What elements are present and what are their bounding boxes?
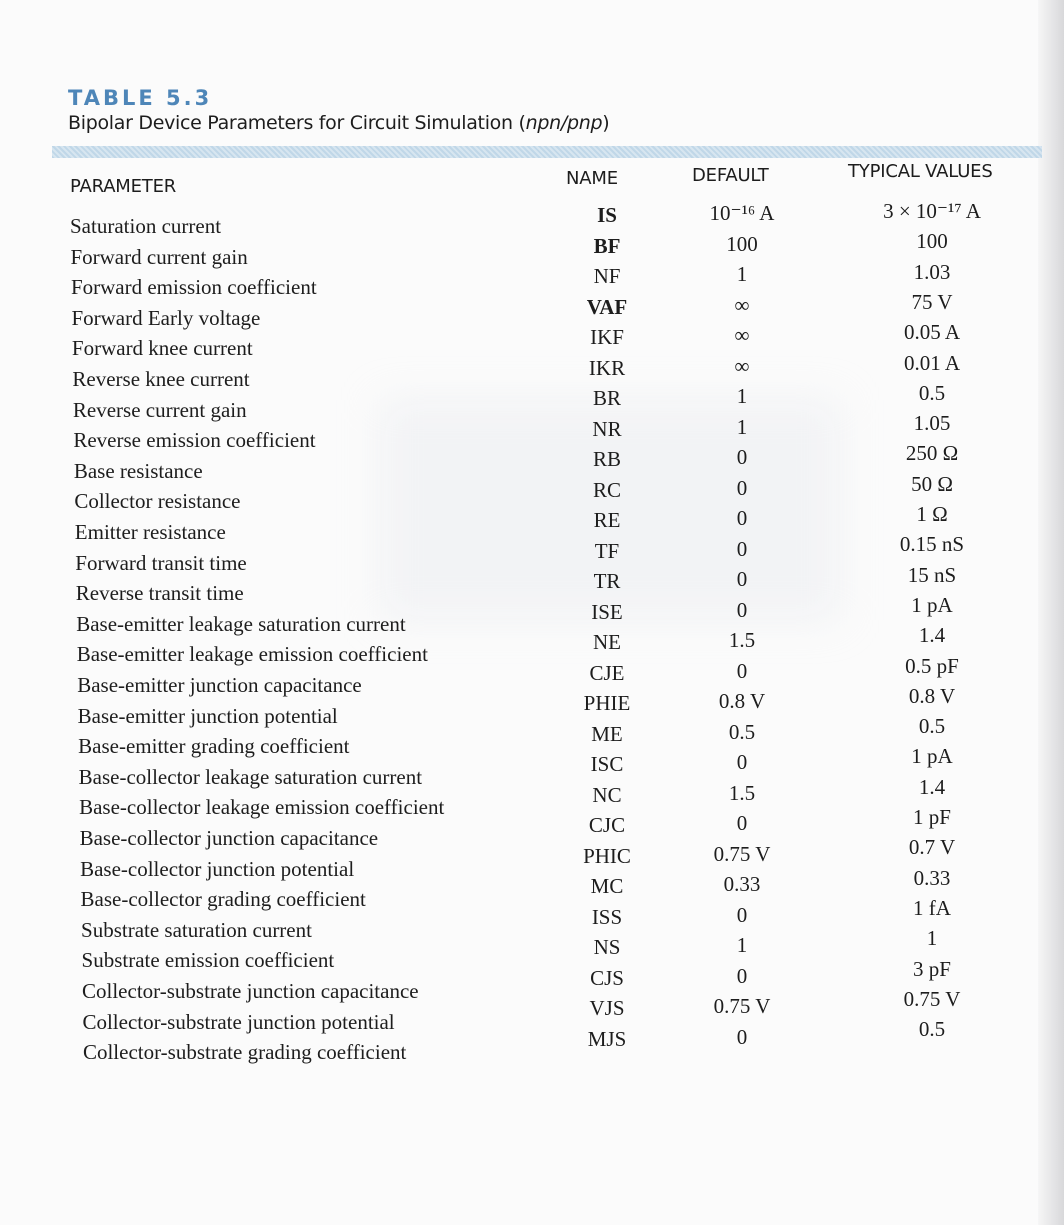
parameter-cell: Collector resistance: [74, 489, 241, 514]
parameter-cell: Base-emitter junction potential: [77, 703, 338, 728]
typical-cell: 0.15 nS: [899, 532, 965, 557]
default-cell: 0.5: [728, 719, 756, 744]
typical-cell: 1 fA: [913, 895, 951, 920]
default-cell: 10⁻¹⁶ A: [709, 201, 775, 225]
default-cell: 1: [736, 384, 748, 408]
default-cell: ∞: [734, 292, 750, 317]
typical-cell: 0.5 pF: [905, 653, 959, 678]
table-title-suffix: npn/pnp: [525, 112, 603, 134]
name-cell: PHIC: [583, 843, 631, 868]
name-cell: PHIE: [583, 691, 631, 715]
parameter-cell: Saturation current: [70, 214, 222, 238]
parameter-cell: Base-collector leakage emission coefficient: [79, 795, 445, 820]
parameter-cell: Collector-substrate junction potential: [82, 1009, 395, 1034]
typical-cell: 0.01 A: [903, 350, 960, 375]
name-cell: BF: [593, 233, 621, 258]
name-cell: ISS: [591, 904, 623, 929]
name-cell: RC: [592, 477, 621, 502]
name-cell: NE: [593, 630, 621, 654]
default-cell: 0: [736, 902, 748, 927]
typical-cell: 0.5: [918, 380, 946, 405]
parameter-cell: Reverse emission coefficient: [73, 428, 316, 453]
default-cell: 1: [736, 414, 748, 439]
typical-cell: 0.8 V: [908, 683, 956, 708]
parameter-cell: Base resistance: [73, 458, 203, 483]
typical-cell: 1 pF: [913, 805, 951, 829]
default-cell: 0: [736, 475, 748, 500]
parameter-cell: Reverse knee current: [72, 367, 250, 391]
typical-cell: 1.4: [918, 774, 946, 799]
default-cell: 100: [726, 231, 758, 256]
typical-cell: 0.7 V: [908, 835, 956, 860]
typical-cell: 1.4: [918, 623, 946, 648]
name-cell: CJC: [588, 813, 626, 837]
default-cell: 0: [736, 1024, 748, 1049]
parameter-cell: Emitter resistance: [74, 520, 226, 544]
name-cell: NC: [592, 782, 622, 807]
header-name: NAME: [566, 168, 618, 189]
name-cell: ISC: [590, 752, 624, 776]
parameter-cell: Substrate emission coefficient: [81, 948, 335, 973]
parameter-cell: Base-collector grading coefficient: [80, 887, 366, 912]
default-cell: 0: [736, 567, 748, 591]
parameter-cell: Substrate saturation current: [81, 917, 312, 942]
name-cell: VAF: [586, 294, 628, 319]
name-cell: VJS: [589, 996, 625, 1020]
name-cell: ME: [591, 721, 623, 746]
default-cell: 1.5: [728, 628, 756, 652]
name-cell: RE: [593, 508, 621, 532]
title-rule: [52, 146, 1042, 158]
parameter-cell: Forward current gain: [70, 244, 248, 269]
parameter-cell: Base-emitter junction capacitance: [77, 673, 362, 697]
table-title: Bipolar Device Parameters for Circuit Simulation (npn/pnp): [68, 112, 610, 134]
default-cell: 0: [736, 445, 748, 469]
table-title-text: Bipolar Device Parameters for Circuit Simulation: [68, 112, 513, 134]
default-cell: 1: [736, 262, 748, 286]
parameter-cell: Forward emission coefficient: [70, 275, 317, 300]
parameter-cell: Forward Early voltage: [71, 305, 261, 330]
name-cell: TR: [593, 569, 621, 593]
name-cell: BR: [592, 386, 621, 410]
name-cell: TF: [594, 538, 620, 563]
parameter-cell: Reverse current gain: [72, 397, 247, 422]
parameter-cell: Base-collector junction potential: [80, 856, 355, 881]
typical-cell: 1: [926, 926, 938, 951]
typical-cell: 75 V: [911, 289, 953, 314]
typical-cell: 3 × 10⁻¹⁷ A: [883, 199, 981, 223]
typical-cell: 0.33: [913, 865, 951, 890]
typical-cell: 100: [916, 229, 948, 254]
typical-cell: 50 Ω: [911, 471, 953, 496]
name-cell: NF: [593, 264, 621, 288]
default-cell: 0: [736, 963, 748, 988]
default-cell: 0: [736, 811, 748, 835]
typical-cell: 0.5: [918, 1017, 946, 1042]
default-cell: 0: [736, 658, 748, 683]
name-cell: RB: [592, 447, 621, 471]
parameter-cell: Base-emitter leakage saturation current: [76, 611, 406, 636]
parameter-cell: Base-collector junction capacitance: [79, 826, 379, 850]
name-cell: IKF: [590, 325, 624, 349]
name-cell: MC: [590, 874, 624, 898]
typical-cell: 0.75 V: [903, 986, 961, 1011]
typical-cell: 15 nS: [907, 562, 957, 587]
default-cell: 1.5: [728, 780, 756, 805]
name-cell: IKR: [588, 355, 626, 380]
name-cell: IS: [597, 203, 617, 227]
page-edge: [1038, 0, 1064, 1225]
default-cell: 0.75 V: [713, 841, 771, 866]
parameter-cell: Base-emitter grading coefficient: [78, 734, 350, 759]
header-typical-values: TYPICAL VALUES: [848, 161, 993, 182]
table-label: TABLE 5.3: [68, 86, 213, 110]
typical-cell: 1.05: [913, 411, 951, 436]
default-cell: 0: [736, 506, 748, 530]
default-cell: 0: [736, 750, 748, 774]
default-cell: 1: [736, 933, 748, 957]
parameter-cell: Forward transit time: [75, 550, 247, 575]
typical-cell: 1 pA: [911, 744, 953, 769]
name-cell: CJE: [589, 660, 625, 685]
parameter-cell: Collector-substrate junction capacitance: [82, 979, 419, 1003]
typical-cell: 1 Ω: [916, 502, 948, 526]
default-cell: ∞: [734, 323, 750, 347]
header-default: DEFAULT: [692, 165, 769, 186]
name-cell: ISE: [591, 599, 623, 624]
parameter-cell: Base-emitter leakage emission coefficient: [76, 642, 428, 667]
typical-cell: 250 Ω: [905, 441, 959, 466]
default-cell: 0: [736, 536, 748, 561]
typical-cell: 0.05 A: [903, 320, 960, 345]
parameter-cell: Base-collector leakage saturation current: [78, 764, 423, 789]
typical-cell: 0.5: [918, 714, 946, 739]
name-cell: NS: [593, 935, 621, 959]
header-parameter: PARAMETER: [70, 176, 177, 197]
name-cell: NR: [592, 416, 622, 441]
typical-cell: 3 pF: [913, 956, 951, 981]
typical-cell: 1 pA: [911, 592, 953, 617]
default-cell: ∞: [734, 353, 750, 378]
parameter-cell: Forward knee current: [71, 336, 253, 361]
parameter-cell: Collector-substrate grading coefficient: [82, 1040, 407, 1065]
name-cell: CJS: [590, 965, 624, 990]
name-cell: MJS: [587, 1026, 627, 1051]
typical-cell: 1.03: [913, 259, 951, 284]
parameter-cell: Reverse transit time: [75, 581, 244, 606]
default-cell: 0.33: [723, 872, 761, 896]
default-cell: 0: [736, 597, 748, 622]
default-cell: 0.8 V: [718, 689, 766, 713]
default-cell: 0.75 V: [713, 994, 771, 1018]
